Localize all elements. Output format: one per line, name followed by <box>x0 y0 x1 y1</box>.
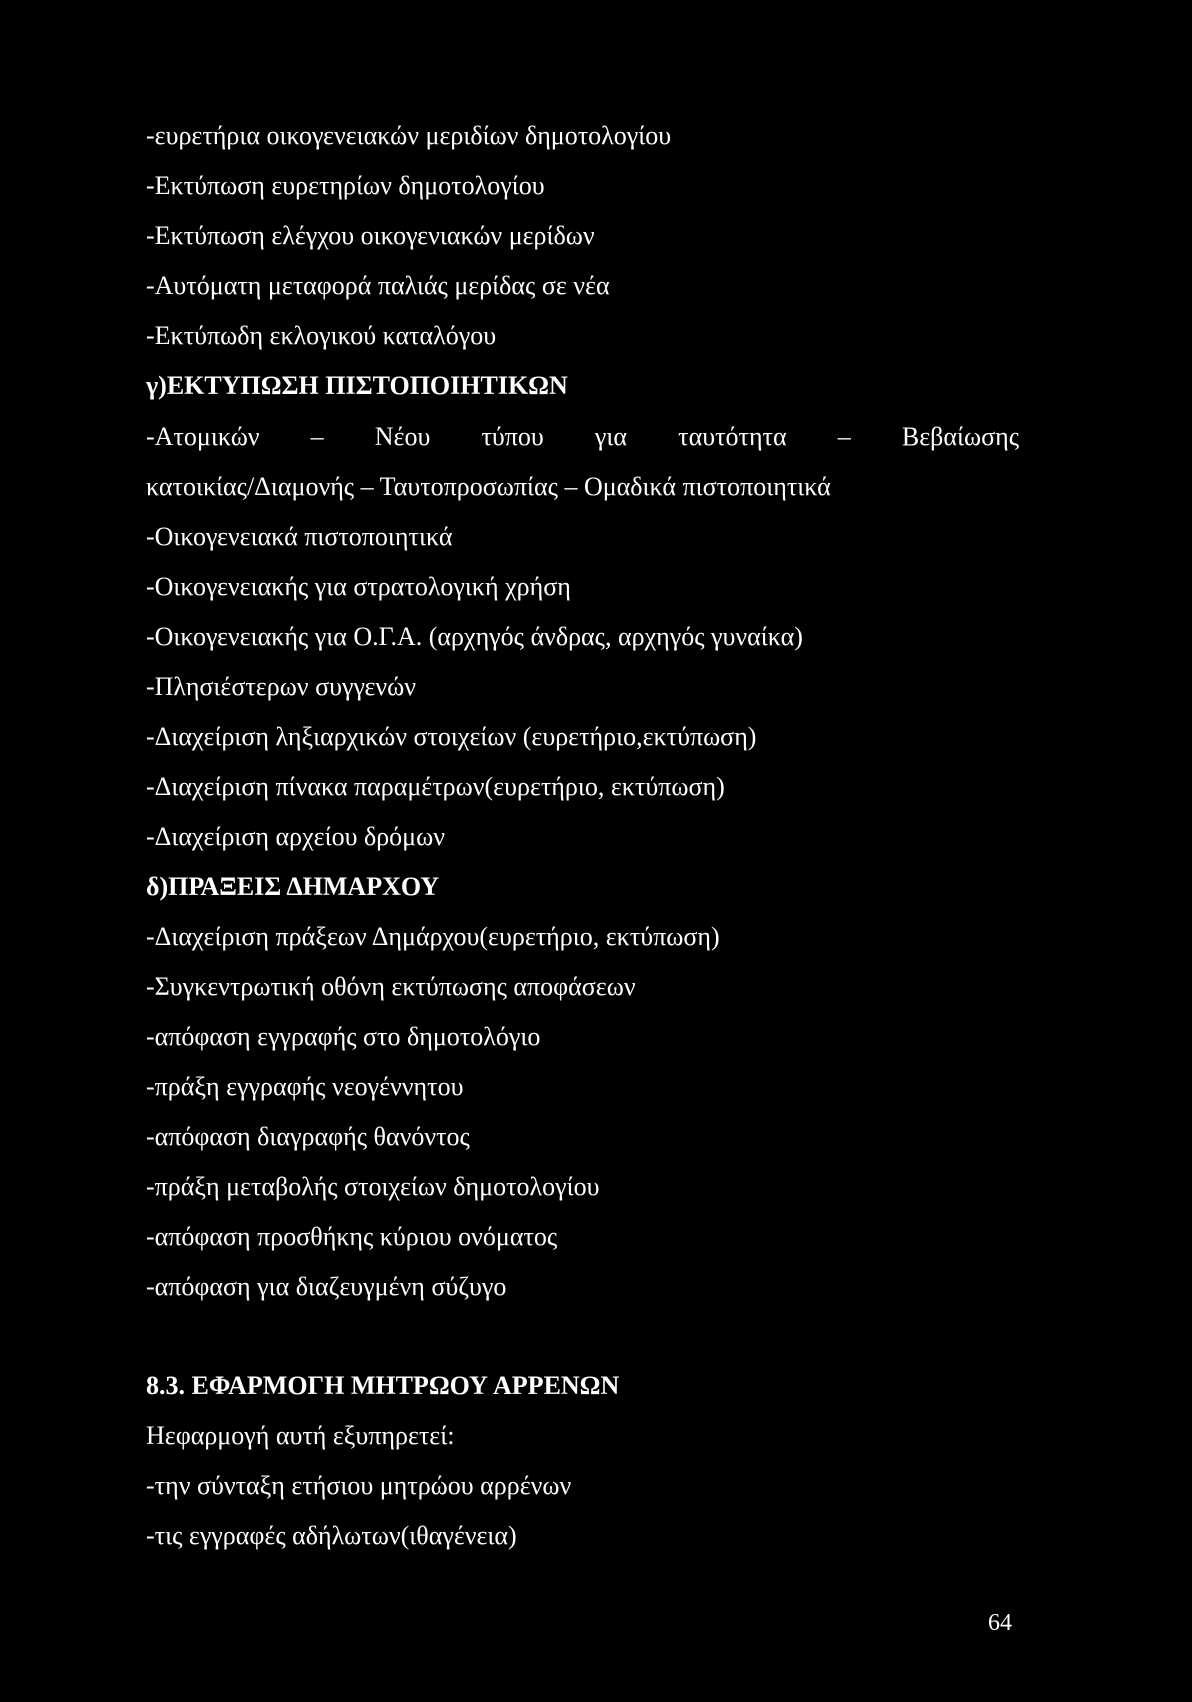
section-heading-certificates: γ)ΕΚΤΥΠΩΣΗ ΠΙΣΤΟΠΟΙΗΤΙΚΩΝ <box>146 371 568 400</box>
text-line-19: -πράξη εγγραφής νεογέννητου <box>146 1072 464 1101</box>
text-line-14: -Διαχείριση αρχείου δρόμων <box>146 822 445 851</box>
text-line-11: -Πλησιέστερων συγγενών <box>146 672 417 701</box>
justified-word-3: Νέου <box>374 422 431 451</box>
justified-word-7: – <box>837 422 851 451</box>
justified-word-6: ταυτότητα <box>678 422 787 451</box>
section-heading-mayor-acts: δ)ΠΡΑΞΕΙΣ ΔΗΜΑΡΧΟΥ <box>146 872 440 901</box>
text-line-23: -απόφαση για διαζευγμένη σύζυγο <box>146 1272 507 1301</box>
text-line-2: -Εκτύπωση ευρετηρίων δημοτολογίου <box>146 171 545 200</box>
justified-text-line <box>146 420 1019 454</box>
text-line-13: -Διαχείριση πίνακα παραμέτρων(ευρετήριο, εκτύπωση) <box>146 772 725 801</box>
text-line-17: -Συγκεντρωτική οθόνη εκτύπωσης αποφάσεων <box>146 972 636 1001</box>
text-line-21: -πράξη μεταβολής στοιχείων δημοτολογίου <box>146 1172 600 1201</box>
text-line-9: -Οικογενειακής για στρατολογική χρήση <box>146 572 571 601</box>
justified-word-5: για <box>594 422 628 451</box>
text-line-3: -Εκτύπωση ελέγχου οικογενιακών μερίδων <box>146 221 595 250</box>
text-line-5: -Εκτύπωδη εκλογικού καταλόγου <box>146 321 497 350</box>
text-line-12: -Διαχείριση ληξιαρχικών στοιχείων (ευρετήριο,εκτύπωση) <box>146 722 757 751</box>
text-line-18: -απόφαση εγγραφής στο δημοτολόγιο <box>146 1022 541 1051</box>
text-line-16: -Διαχείριση πράξεων Δημάρχου(ευρετήριο, εκτύπωση) <box>146 922 720 951</box>
text-line-27: -τις εγγραφές αδήλωτων(ιθαγένεια) <box>146 1521 517 1550</box>
text-line-1: -ευρετήρια οικογενειακών μεριδίων δημοτολογίου <box>146 121 672 150</box>
justified-word-1: -Ατομικών <box>146 422 260 451</box>
text-line-4: -Αυτόματη μεταφορά παλιάς μερίδας σε νέα <box>146 271 610 300</box>
justified-word-4: τύπου <box>481 422 544 451</box>
text-line-22: -απόφαση προσθήκης κύριου ονόματος <box>146 1222 558 1251</box>
text-line-7: κατοικίας/Διαμονής – Ταυτοπροσωπίας – Ομαδικά πιστοποιητικά <box>146 472 831 501</box>
text-line-25: Ηεφαρμογή αυτή εξυπηρετεί: <box>146 1421 455 1450</box>
text-line-20: -απόφαση διαγραφής θανόντος <box>146 1122 470 1151</box>
text-line-26: -την σύνταξη ετήσιου μητρώου αρρένων <box>146 1471 572 1500</box>
section-heading-male-registry: 8.3. ΕΦΑΡΜΟΓΗ ΜΗΤΡΩΟΥ ΑΡΡΕΝΩΝ <box>146 1371 620 1400</box>
text-line-10: -Οικογενειακής για Ο.Γ.Α. (αρχηγός άνδρας, αρχηγός γυναίκα) <box>146 622 803 651</box>
page-number: 64 <box>988 1610 1012 1636</box>
justified-word-2: – <box>310 422 324 451</box>
justified-word-8: Βεβαίωσης <box>901 422 1019 451</box>
text-line-8: -Οικογενειακά πιστοποιητικά <box>146 522 453 551</box>
